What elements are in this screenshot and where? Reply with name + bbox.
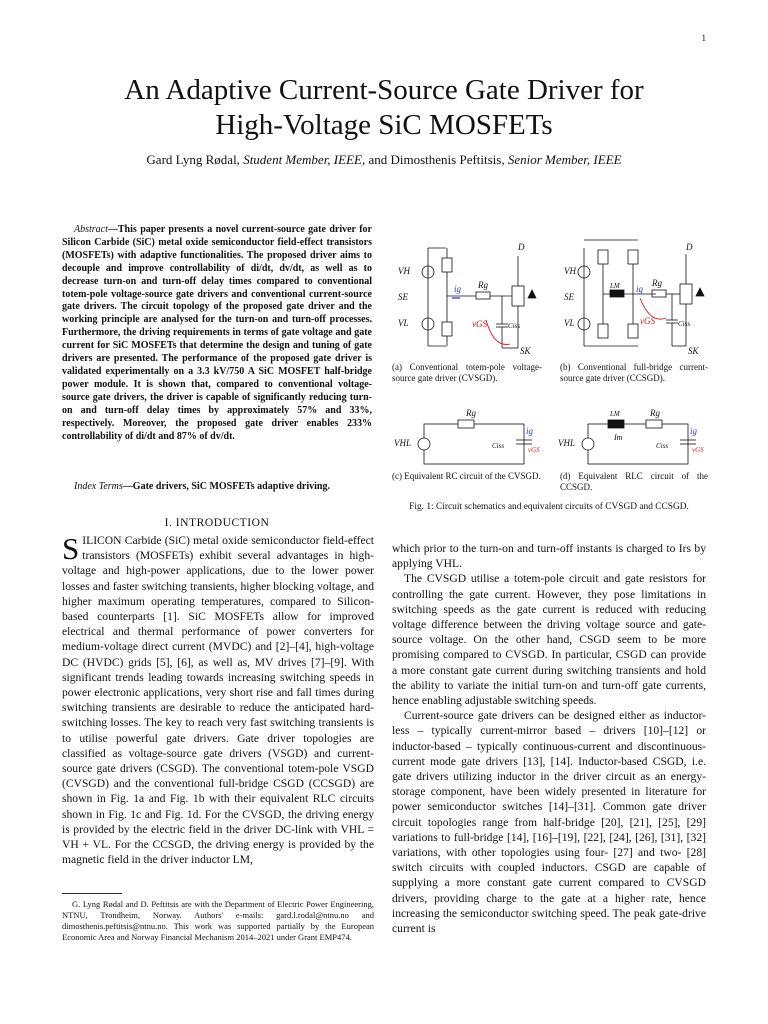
label-a-VH: VH	[398, 266, 410, 276]
index-terms-text: —Gate drivers, SiC MOSFETs adaptive driving.	[122, 481, 330, 492]
right-paragraph-2: The CVSGD utilise a totem-pole circuit and gate resistors for controlling the gate current. However, they pose limitations in switching speeds as the gate current is reduced with reducing voltage difference between the driving voltage source and gate-source voltage. On the other hand, CSGD seem to be more promising compared to CVSGD. In particular, CSGD can provide a more constant gate current during switching transients and hold the ability to variate the initial turn-on and turn-off gate currents, hence enabling adjustable switching speeds.	[392, 572, 706, 708]
author-line	[0, 152, 768, 168]
footnote: G. Lyng Rødal and D. Peftitsis are with the Department of Electric Power Engineering, NTNU, Trondheim, Norway. Authors' e-mails: gard.l.rodal@ntnu.no and dimosthenis.peftitsis@ntnu.no. This work was supported partially by the European Economic Area and Norway Financial Mechanism 2014–2021 under Grant EMP474.	[62, 899, 374, 942]
caption-c: (c) Equivalent RC circuit of the CVSGD.	[392, 471, 541, 481]
right-paragraph-1: which prior to the turn-on and turn-off instants is charged to Irs by applying VHL.	[392, 542, 706, 571]
footnote-rule	[62, 893, 122, 894]
page-number: 1	[701, 33, 706, 43]
label-b-Rg: Rg	[652, 278, 662, 288]
label-c-VHL: VHL	[394, 438, 412, 448]
label-c-vGS: vGS	[528, 446, 540, 454]
abstract	[62, 224, 372, 443]
label-b-Ciss: Ciss	[678, 320, 691, 328]
label-b-ig: ig	[636, 284, 644, 294]
figure-caption: Fig. 1: Circuit schematics and equivalent circuits of CVSGD and CCSGD.	[409, 502, 689, 512]
label-a-SK: SK	[520, 346, 531, 356]
right-paragraph-3: Current-source gate drivers can be designed either as inductor-less – typically current-mirror based – drivers [10]–[12] or inductor-based – typically continuous-current and discontinuous-current mode gate drivers [13], [14]. Inductor-based CSGD, i.e. gate drivers utilizing inductor in the driver circuit as an energy-storage component, have been widely presented in literature for power semiconductor switches [14]–[31]. Common gate driver circuit topologies range from half-bridge [20], [21], [25], [29] variations to full-bridge [14], [16]–[19], [22], [24], [26], [31], [32] variations, with other topologies using four- [27] and two- [28] switch circuits with coupled inductors. CSGD are capable of supplying a more constant gate current compared to CVSGD drivers, providing charge to the gate at a higher rate, hence increasing the semiconductor switching speed. The peak gate-drive current is	[392, 709, 706, 936]
label-b-SE: SE	[564, 292, 574, 302]
label-b-VL: VL	[564, 318, 575, 328]
circuit-c-rc	[418, 420, 532, 464]
label-a-ig: ig	[454, 284, 462, 294]
title-line-2: High-Voltage SiC MOSFETs	[215, 109, 553, 141]
index-terms	[62, 481, 372, 494]
abstract-label: Abstract	[74, 224, 108, 235]
label-a-Rg: Rg	[478, 280, 488, 290]
label-d-Rg: Rg	[650, 408, 660, 418]
label-b-VH: VH	[564, 266, 576, 276]
label-d-Im: Im	[614, 433, 623, 442]
label-a-D: D	[518, 242, 525, 252]
label-d-Ciss: Ciss	[656, 442, 669, 450]
label-c-ig: ig	[526, 426, 534, 436]
author-2-role: Senior Member, IEEE	[507, 152, 622, 167]
label-d-ig: ig	[690, 426, 698, 436]
intro-paragraph	[62, 533, 374, 867]
author-1: Gard Lyng Rødal,	[146, 152, 240, 167]
label-d-LM: LM	[610, 410, 620, 418]
label-a-VL: VL	[398, 318, 409, 328]
circuit-a-cvsgd	[422, 248, 536, 348]
author-1-role: Student Member, IEEE,	[243, 152, 366, 167]
author-2: and Dimosthenis Peftitsis,	[368, 152, 505, 167]
caption-a: (a) Conventional totem-pole voltage-source gate driver (CVSGD).	[392, 362, 542, 383]
drop-cap: S	[62, 531, 80, 566]
title-line-1: An Adaptive Current-Source Gate Driver for	[124, 74, 644, 106]
paper-title	[0, 73, 768, 143]
intro-text: ILICON Carbide (SiC) metal oxide semiconductor field-effect transistors (MOSFETs) exhibit several advantages in high-voltage and high-power applications, due to the lower power losses and faster switching transients, higher blocking voltage, and higher maximum operating temperatures, compared to Silicon-based counterparts [1]. SiC MOSFETs allow for improved electrical and thermal performance of power converters for medium-voltage direct current (MVDC) and [2]–[4], high-voltage DC (HVDC) grids [5], [6], as well as, MV drives [7]–[9]. With significant trends leading towards increasing switching speeds in power electronic applications, very short rise and fall times during switching transients are desirable to reduce the anticipated hard-switching losses. The key to reach very fast switching transients is to utilise powerful gate drivers. Gate driver topologies are classified as voltage-source gate drivers (VSGD) and current-source gate drivers (CSGD). The conventional totem-pole VSGD (CVSGD) and the conventional full-bridge CSGD (CCSGD) are shown in Fig. 1a and Fig. 1b with their equivalent RLC circuits shown in Fig. 1c and Fig. 1d. For the CVSGD, the driving energy is provided by the electric field in the driver DC-link with VHL = VH + VL. For the CCSGD, the driving energy is provided by the magnetic field in the driver inductor LM,	[62, 534, 374, 867]
abstract-text: —This paper presents a novel current-source gate driver for Silicon Carbide (SiC) metal oxide semiconductor field-effect transistors (MOSFETs) with adaptive functionalities. The proposed driver aims to decouple and improve controllability of di/dt, dv/dt, as well as to decrease turn-on and turn-off delay times compared to conventional totem-pole voltage-source gate drivers and conventional current-source gate drivers. The circuit topology of the proposed gate driver and the working principle are analysed for the turn-on and turn-off processes. Furthermore, the driving requirements in terms of gate voltage and gate current for SiC MOSFETs that determine the design and tuning of gate drivers are presented. The performance of the proposed gate driver is validated experimentally on a 3.3 kV/750 A SiC MOSFET half-bridge power module. It is shown that, compared to conventional voltage-source gate drivers, the driver is capable of significantly reducing turn-on and turn-off delay times by approximately 57% and 33%, respectively. Moreover, the proposed gate driver enables 233% controllability of di/dt and 87% of dv/dt.	[62, 224, 372, 442]
label-a-Ciss: Ciss	[508, 322, 521, 330]
label-c-Ciss: Ciss	[492, 442, 505, 450]
label-b-LM: LM	[610, 282, 620, 290]
label-d-vGS: vGS	[692, 446, 704, 454]
label-c-Rg: Rg	[466, 408, 476, 418]
label-a-SE: SE	[398, 292, 408, 302]
caption-b: (b) Conventional full-bridge current-source gate driver (CCSGD).	[560, 362, 708, 383]
label-b-SK: SK	[688, 346, 699, 356]
caption-d: (d) Equivalent RLC circuit of the CCSGD.	[560, 471, 708, 492]
index-terms-label: Index Terms	[74, 481, 123, 492]
right-column-text	[392, 541, 706, 936]
label-a-vGS: vGS	[472, 319, 487, 329]
section-heading: I. INTRODUCTION	[164, 516, 270, 529]
label-b-D: D	[686, 242, 693, 252]
circuit-d-rlc	[582, 420, 696, 464]
label-b-vGS: vGS	[640, 316, 655, 326]
label-d-VHL: VHL	[558, 438, 576, 448]
